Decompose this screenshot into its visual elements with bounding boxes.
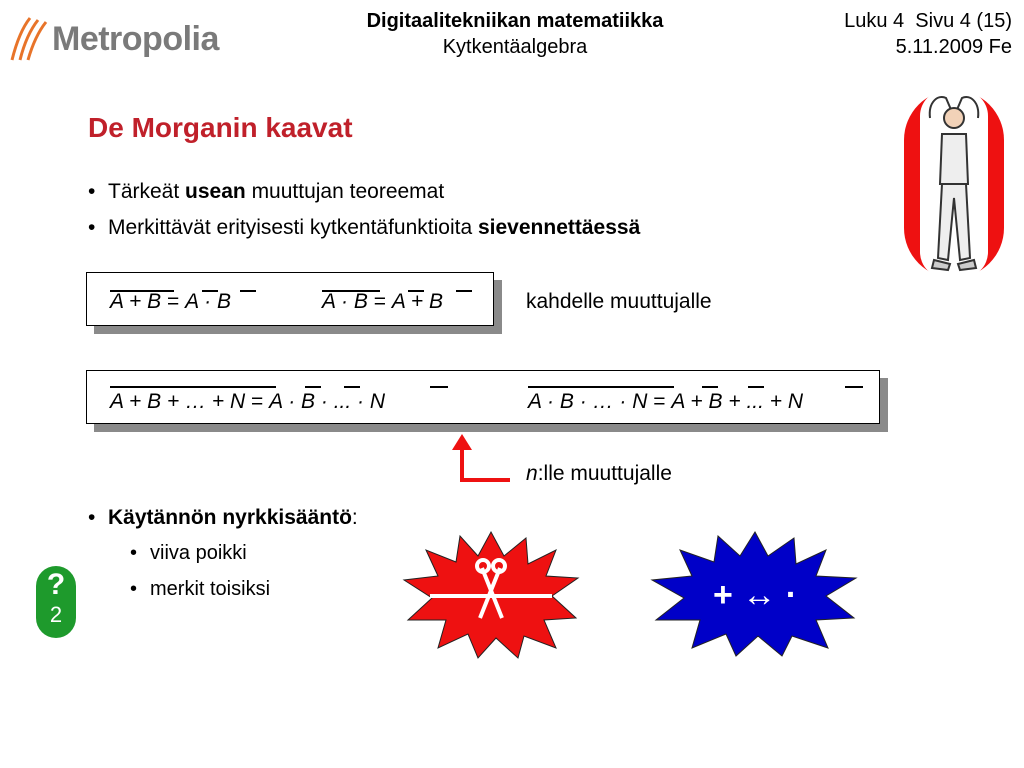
formula-3-rhs: A · B · ... · N [269, 390, 386, 413]
overline-f4-rhs-n [845, 386, 863, 388]
overline-f2-rhs-a [408, 290, 424, 292]
formula-3 [110, 390, 385, 414]
bullet-dot: • [88, 180, 96, 203]
overline-f4-rhs-a [702, 386, 718, 388]
formula-1-eq: = [167, 290, 180, 313]
formula-4-rhs: A + B + ... + N [671, 390, 804, 413]
overline-f3-lhs [110, 386, 276, 388]
bullet-1-text: Tärkeät [108, 180, 186, 203]
header-right [844, 8, 1012, 60]
bullet-3 [88, 506, 358, 530]
formula-4-lhs: A · B · … · N [528, 390, 648, 413]
question-number: 2 [49, 602, 63, 627]
sub-bullet-2-text: merkit toisiksi [150, 578, 271, 600]
red-starburst-scissors [400, 530, 582, 660]
bullet-2 [88, 216, 640, 240]
formula-2 [322, 290, 443, 314]
operator-swap-text: + ↔ · [712, 576, 798, 614]
slide-title: De Morganin kaavat [88, 112, 353, 143]
two-vars-label: kahdelle muuttujalle [526, 290, 712, 313]
stretching-person-image [902, 88, 1006, 280]
overline-f4-lhs [528, 386, 674, 388]
topic-title: Kytkentäalgebra [442, 36, 588, 58]
overline-f3-rhs-a [305, 386, 321, 388]
formula-3-eq: = [251, 390, 264, 413]
formula-2-eq: = [373, 290, 387, 313]
n-var: n [526, 462, 538, 485]
course-title: Digitaalitekniikan matematiikka [366, 10, 664, 32]
question-badge[interactable] [36, 566, 76, 638]
metropolia-logo-icon [8, 14, 52, 62]
bullet-dot: • [88, 506, 96, 529]
bullet-dot: • [130, 578, 138, 600]
bullet-dot: • [130, 542, 138, 564]
overline-f3-rhs-b [344, 386, 360, 388]
formula-1-lhs: A + B [110, 290, 162, 313]
bullet-3-bold: Käytännön nyrkkisääntö [108, 506, 352, 529]
formula-4-eq: = [653, 390, 666, 413]
bullet-3-colon: : [351, 506, 358, 529]
formula-3-lhs: A + B + … + N [110, 390, 246, 413]
formula-2-lhs: A · B [322, 290, 368, 313]
bullet-1-bold: usean [185, 180, 246, 203]
logo-text: Metropolia [52, 20, 219, 58]
n-vars-label [526, 462, 672, 486]
overline-f2-rhs-b [456, 290, 472, 292]
formula-1 [110, 290, 231, 314]
overline-f4-rhs-b [748, 386, 764, 388]
bullet-1 [88, 180, 444, 204]
overline-f2-lhs [322, 290, 380, 292]
date-author: 5.11.2009 Fe [895, 36, 1012, 58]
n-vars-rest: :lle muuttujalle [537, 462, 672, 485]
formula-1-rhs: A · B [185, 290, 232, 313]
formula-2-rhs: A + B [391, 290, 444, 313]
sub-bullet-2 [130, 578, 270, 601]
bullet-1-rest: muuttujan teoreemat [245, 180, 445, 203]
sub-bullet-1-text: viiva poikki [150, 542, 247, 564]
overline-f1-rhs-a [202, 290, 218, 292]
overline-f1-lhs [110, 290, 174, 292]
question-mark-icon: ? [46, 568, 66, 601]
formula-4 [528, 390, 803, 414]
bullet-dot: • [88, 216, 96, 239]
sub-bullet-1 [130, 542, 247, 565]
chapter-page: Luku 4 Sivu 4 (15) [844, 10, 1012, 32]
header-center [300, 8, 730, 60]
bullet-2-bold: sievennettäessä [477, 216, 641, 239]
bullet-2-text: Merkittävät erityisesti kytkentäfunktioita [108, 216, 478, 239]
overline-f3-rhs-n [430, 386, 448, 388]
arrow-up-icon [450, 432, 514, 486]
overline-f1-rhs-b [240, 290, 256, 292]
